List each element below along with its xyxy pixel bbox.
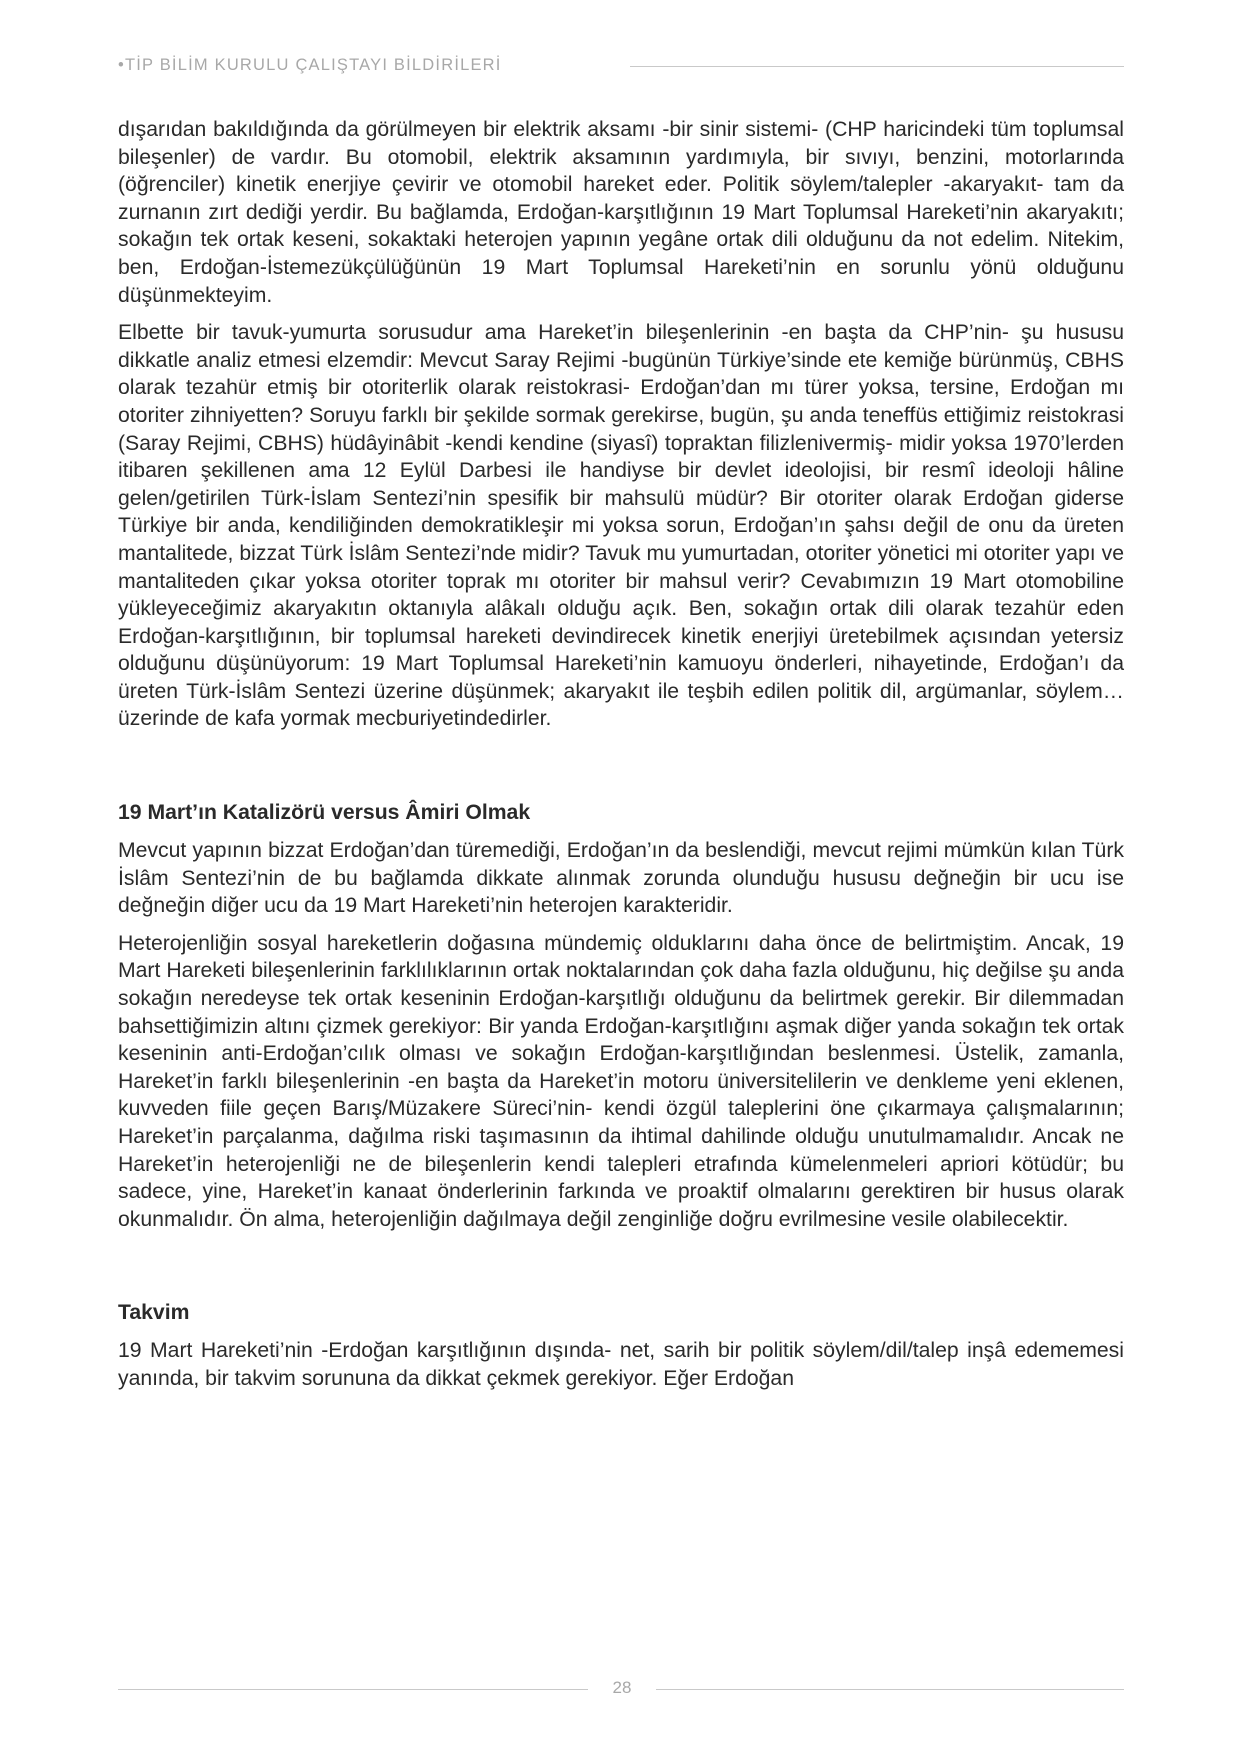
header-divider — [630, 66, 1124, 67]
paragraph-2: Elbette bir tavuk-yumurta sorusudur ama Hareket’in bileşenlerinin -en başta da CHP’nin- şu hususu dikkatle analiz etmesi elzemdir: Mevcut Saray Rejimi -bugünün Türkiye’sinde ete kemiğe bürünmüş, CBHS olarak tezahür etmiş bir otoriterlik olarak reistokrasi- Erdoğan’dan mı türer yoksa, tersine, Erdoğan mı otoriter zihniyetten? Soruyu farklı bir şekilde sormak gerekirse, bugün, şu anda teneffüs ettiğimiz reistokrasi (Saray Rejimi, CBHS) hüdâyinâbit -kendi kendine (siyasî) topraktan filizlenivermiş- midir yoksa 1970’lerden itibaren şekillenen ama 12 Eylül Darbesi ile handiyse bir devlet ideolojisi, bir resmî ideoloji hâline gelen/getirilen Türk-İslam Sentezi’nin spesifik bir mahsulü müdür? Bir otoriter olarak Erdoğan giderse Türkiye bir anda, kendiliğinden demokratikleşir mi yoksa sorun, Erdoğan’ın şahsı değil de onu da üreten mantalitede, bizzat Türk İslâm Sentezi’nde midir? Tavuk mu yumurtadan, otoriter yönetici mi otoriter yapı ve mantaliteden çıkar yoksa otoriter toprak mı otoriter bir mahsul verir? Cevabımızın 19 Mart otomobiline yükleyeceğimiz akaryakıtın oktanıyla alâkalı olduğu açık. Ben, sokağın ortak dili olarak tezahür eden Erdoğan-karşıtlığının, bir toplumsal hareketi devindirecek kinetik enerjiyi üretebilmek açısından yetersiz olduğunu düşünüyorum: 19 Mart Toplumsal Hareketi’nin kamuoyu önderleri, nihayetinde, Erdoğan’ı da üreten Türk-İslâm Sentezi üzerine düşünmek; akaryakıt ile teşbih edilen politik dil, argümanlar, söylem… üzerinde de kafa yormak mecburiyetindedirler. — [118, 321, 1124, 731]
section-spacer — [118, 743, 1124, 799]
paragraph-4: Heterojenliğin sosyal hareketlerin doğasına mündemiç olduklarını daha önce de belirtmiştim. Ancak, 19 Mart Hareketi bileşenlerinin farklılıklarının ortak noktalarından çok daha fazla olduğunu, hiç değilse şu anda sokağın neredeyse tek ortak keseninin Erdoğan-karşıtlığı olduğunu da belirtmek gerekir. Bir dilemmadan bahsettiğimizin altını çizmek gerekiyor: Bir yanda Erdoğan-karşıtlığını aşmak diğer yanda sokağın tek ortak keseninin anti-Erdoğan’cılık olması ve sokağın Erdoğan-karşıtlığından beslenmesi. Üstelik, zamanla, Hareket’in farklı bileşenlerinin -en başta da Hareket’in motoru üniversitelilerin ve denkleme yeni eklenen, kuvveden fiile geçen Barış/Müzakere Süreci’nin- kendi özgül taleplerini öne çıkarmaya çalışmalarının; Hareket’in parçalanma, dağılma riski taşımasının da ihtimal dahilinde olduğu unutulmamalıdır. Ancak ne Hareket’in heterojenliği ne de bileşenlerin kendi talepleri etrafında kümelenmeleri apriori kötüdür; bu sadece, yine, Hareket’in kanaat önderlerinin farkında ve proaktif olmalarını gerektiren bir husus olarak okunmalıdır. Ön alma, heterojenliğin dağılmaya değil zenginliğe doğru evrilmesine vesile olabilecektir. — [118, 931, 1124, 1231]
section-heading-katalizor: 19 Mart’ın Katalizörü versus Âmiri Olmak — [118, 801, 531, 825]
page-body — [118, 116, 1124, 1403]
footer-divider-left — [118, 1689, 588, 1690]
page-header — [118, 56, 1124, 80]
paragraph-1: dışarıdan bakıldığında da görülmeyen bir elektrik aksamı -bir sinir sistemi- (CHP haricindeki tüm toplumsal bileşenler) de vardır. Bu otomobil, elektrik aksamının yardımıyla, bir sıvıyı, benzini, motorlarında (öğrenciler) kinetik enerjiye çevirir ve otomobil hareket eder. Politik söylem/talepler -akaryakıt- tam da zurnanın zırt dediği yerdir. Bu bağlamda, Erdoğan-karşıtlığının 19 Mart Toplumsal Hareketi’nin akaryakıtı; sokağın tek ortak keseni, sokaktaki heterojen yapının yegâne ortak dili olduğunu da not edelim. Nitekim, ben, Erdoğan-İstemezükçülüğünün 19 Mart Toplumsal Hareketi’nin en sorunlu yönü olduğunu düşünmekteyim. — [118, 118, 1124, 307]
page-footer — [118, 1678, 1124, 1702]
running-header-title: •TİP BİLİM KURULU ÇALIŞTAYI BİLDİRİLERİ — [118, 56, 502, 74]
page-number: 28 — [612, 1678, 632, 1697]
section-spacer — [118, 1243, 1124, 1299]
paragraph-5: 19 Mart Hareketi’nin -Erdoğan karşıtlığının dışında- net, sarih bir politik söylem/dil/talep inşâ edememesi yanında, bir takvim sorununa da dikkat çekmek gerekiyor. Eğer Erdoğan — [118, 1339, 1124, 1390]
footer-divider-right — [656, 1689, 1124, 1690]
paragraph-3: Mevcut yapının bizzat Erdoğan’dan türemediği, Erdoğan’ın da beslendiği, mevcut rejimi mümkün kılan Türk İslâm Sentezi’nin de bu bağlamda dikkate alınmak zorunda olunduğu hususu değneğin bir ucu ise değneğin diğer ucu da 19 Mart Hareketi’nin heterojen karakteridir. — [118, 839, 1124, 918]
section-heading-takvim: Takvim — [118, 1301, 190, 1325]
